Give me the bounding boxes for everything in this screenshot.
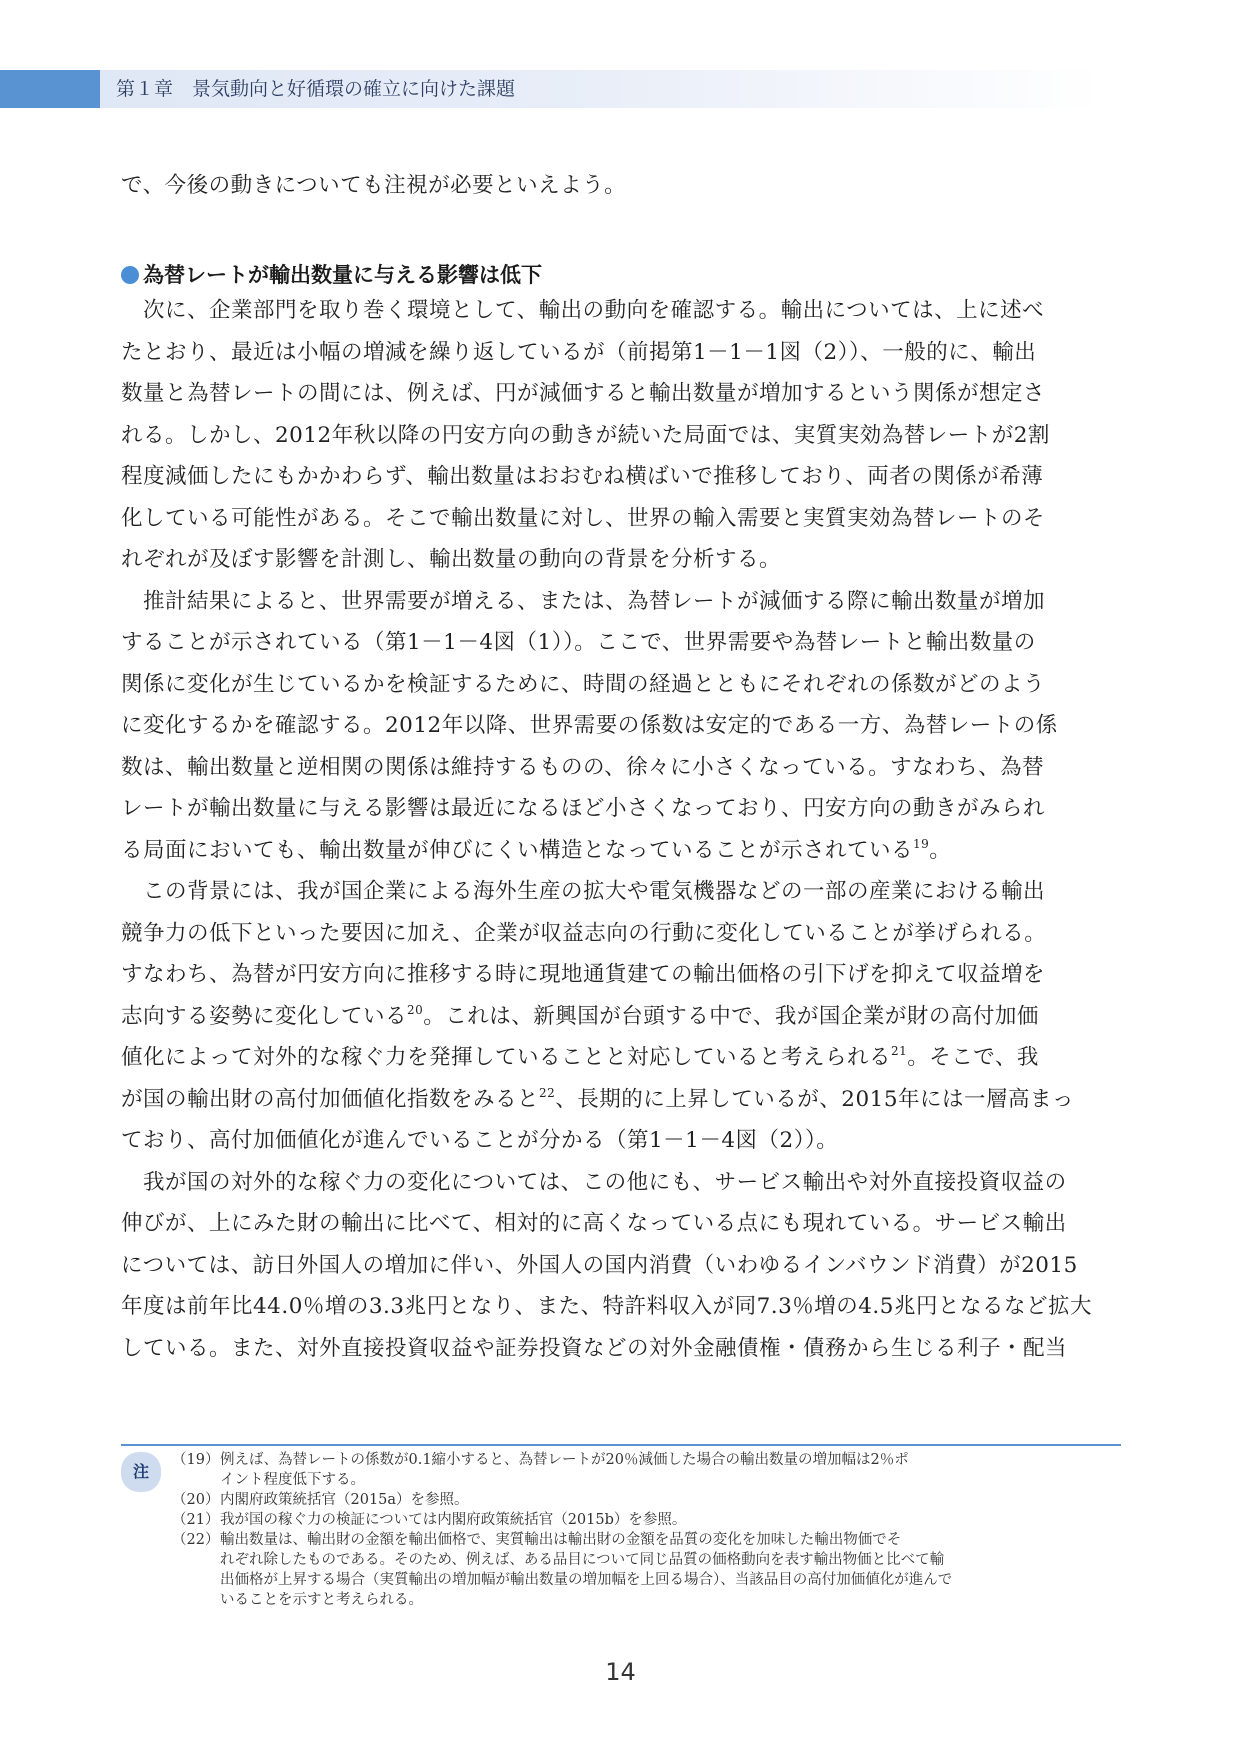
- paragraph-line: については、訪日外国人の増加に伴い、外国人の国内消費（いわゆるインバウンド消費）が2015: [121, 1252, 1078, 1278]
- paragraph-line: [121, 1037, 1121, 1079]
- paragraph-line: れぞれが及ぼす影響を計測し、輸出数量の動向の背景を分析する。: [121, 547, 782, 572]
- bullet-circle-icon: [121, 266, 139, 284]
- paragraph-line: ており、高付加価値化が進んでいることが分かる（第1－1－4図（2））。: [121, 1128, 839, 1153]
- footnote-ref-21[interactable]: 21: [891, 1044, 908, 1058]
- paragraph-line: この背景には、我が国企業による海外生産の拡大や電気機器などの一部の産業における輸出: [121, 879, 1046, 904]
- paragraph-line: [121, 996, 1121, 1038]
- footnote-number: （19）: [172, 1452, 220, 1468]
- footnote-22: [172, 1530, 1122, 1610]
- paragraph-line: れる。しかし、2012年秋以降の円安方向の動きが続いた局面では、実質実効為替レートが2割: [121, 422, 1050, 448]
- footnote-text: [220, 1510, 1122, 1530]
- footnote-20: [172, 1490, 1122, 1510]
- paragraph-line: 数量と為替レートの間には、例えば、円が減価すると輸出数量が増加するという関係が想定さ: [121, 381, 1046, 406]
- paragraph-line: することが示されている（第1－1－4図（1））。ここで、世界需要や為替レートと輸出数量の: [121, 630, 1036, 655]
- paragraph-line: [121, 1079, 1121, 1121]
- section-heading-text: 為替レートが輸出数量に与える影響は低下: [143, 263, 542, 287]
- footnote-line: 我が国の稼ぐ力の検証については内閣府政策統括官（2015b）を参照。: [220, 1512, 687, 1528]
- paragraph-line: すなわち、為替が円安方向に推移する時に現地通貨建ての輸出価格の引下げを抑えて収益増を: [121, 962, 1046, 987]
- chapter-title: 第１章 景気動向と好循環の確立に向けた課題: [116, 78, 516, 100]
- line-text: 。これは、新興国が台頭する中で、我が国企業が財の高付加価: [423, 1003, 1039, 1029]
- paragraph-line: 伸びが、上にみた財の輸出に比べて、相対的に高くなっている点にも現れている。サービス輸出: [121, 1211, 1067, 1236]
- footnote-ref-22[interactable]: 22: [539, 1085, 556, 1100]
- footnote-line: れぞれ除したものである。そのため、例えば、ある品目について同じ品質の価格動向を表す輸出物価と比べて輸: [220, 1552, 945, 1568]
- paragraph-line: 程度減価したにもかかわらず、輸出数量はおおむね横ばいで推移しており、両者の関係が希薄: [121, 464, 1044, 489]
- notes-label: 注: [121, 1452, 161, 1492]
- footnote-ref-20[interactable]: 20: [407, 1002, 424, 1017]
- line-text: 。: [929, 837, 952, 863]
- paragraph-line: 化している可能性がある。そこで輸出数量に対し、世界の輸入需要と実質実効為替レートのそ: [121, 505, 1046, 531]
- footnote-line: イント程度低下する。: [220, 1472, 365, 1488]
- paragraph-line: レートが輸出数量に与える影響は最近になるほど小さくなっており、円安方向の動きがみられ: [121, 796, 1046, 821]
- line-text: 値化によって対外的な稼ぐ力を発揮していることと対応していると考えられる: [121, 1045, 892, 1070]
- footnote-number: （20）: [172, 1492, 220, 1508]
- footnote-line: いることを示すと考えられる。: [220, 1592, 423, 1608]
- paragraph-line: 関係に変化が生じているかを検証するために、時間の経過とともにそれぞれの係数がどのよう: [121, 671, 1046, 697]
- page-number: 14: [605, 1658, 636, 1686]
- header-accent-block: [0, 70, 100, 108]
- footnote-line: 例えば、為替レートの係数が0.1縮小すると、為替レートが20％減価した場合の輸出数量の増加幅は2％ポ: [220, 1452, 909, 1468]
- intro-line: で、今後の動きについても注視が必要といえよう。: [121, 173, 627, 198]
- chapter-header: [0, 70, 1100, 108]
- footnotes: [172, 1450, 1122, 1610]
- paragraph-line: に変化するかを確認する。2012年以降、世界需要の係数は安定的である一方、為替レートの係: [121, 713, 1058, 738]
- paragraph-line: 数は、輸出数量と逆相関の関係は維持するものの、徐々に小さくなっている。すなわち、為替: [121, 754, 1045, 780]
- line-text: る局面においても、輸出数量が伸びにくい構造となっていることが示されている: [121, 837, 914, 863]
- footnote-text: [220, 1450, 1122, 1490]
- line-text: 、長期的に上昇しているが、2015年には一層高まっ: [555, 1086, 1075, 1112]
- footnote-line: 出価格が上昇する場合（実質輸出の増加幅が輸出数量の増加幅を上回る場合）、当該品目の高付加価値化が進んで: [220, 1572, 953, 1588]
- paragraph-line: 我が国の対外的な稼ぐ力の変化については、この他にも、サービス輸出や対外直接投資収益の: [121, 1169, 1067, 1195]
- footnote-text: [220, 1530, 1122, 1610]
- footnote-number: （22）: [172, 1532, 220, 1548]
- section-heading: [121, 257, 542, 293]
- footnote-text: [220, 1490, 1122, 1510]
- footnote-line: 輸出数量は、輸出財の金額を輸出価格で、実質輸出は輸出財の金額を品質の変化を加味した輸出物価でそ: [220, 1532, 902, 1548]
- footnote-21: [172, 1510, 1122, 1530]
- paragraph-line: 競争力の低下といった要因に加え、企業が収益志向の行動に変化していることが挙げられる。: [121, 920, 1047, 946]
- paragraph-line: 年度は前年比44.0％増の3.3兆円となり、また、特許料収入が同7.3％増の4.5兆円となるなど拡大: [121, 1294, 1092, 1319]
- footnote-line: 内閣府政策統括官（2015a）を参照。: [220, 1492, 469, 1508]
- notes-divider: [121, 1444, 1121, 1446]
- intro-text: [121, 165, 1121, 207]
- footnote-number: （21）: [172, 1512, 220, 1528]
- line-text: 。そこで、我: [907, 1045, 1039, 1070]
- paragraph-line: [121, 830, 1121, 872]
- line-text: が国の輸出財の高付加価値化指数をみると: [121, 1086, 540, 1112]
- paragraph-line: 次に、企業部門を取り巻く環境として、輸出の動向を確認する。輸出については、上に述べ: [121, 298, 1045, 323]
- main-body: [121, 290, 1121, 1369]
- paragraph-line: たとおり、最近は小幅の増減を繰り返しているが（前掲第1－1－1図（2））、一般的に、輸出: [121, 339, 1037, 365]
- footnote-ref-19[interactable]: 19: [913, 836, 930, 851]
- paragraph-line: している。また、対外直接投資収益や証券投資などの対外金融債権・債務から生じる利子・配当: [121, 1335, 1068, 1361]
- line-text: 志向する姿勢に変化している: [121, 1003, 408, 1029]
- footnote-19: [172, 1450, 1122, 1490]
- paragraph-line: 推計結果によると、世界需要が増える、または、為替レートが減価する際に輸出数量が増加: [121, 588, 1046, 614]
